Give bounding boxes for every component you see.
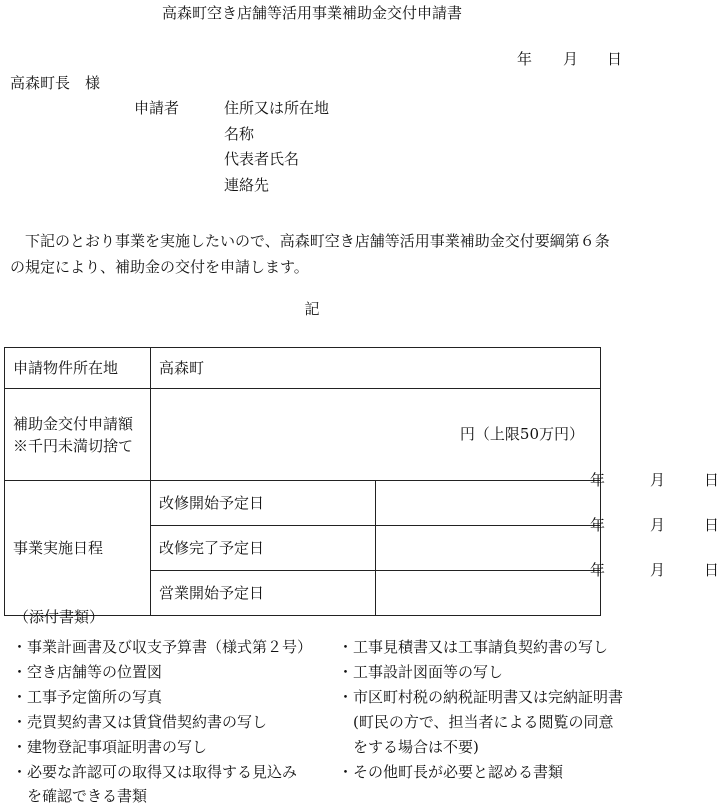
day-label: 日 [704,516,719,534]
application-table [4,347,719,616]
table-row [5,348,601,389]
location-value: 高森町 [151,348,601,389]
attachment-item: ・空き店舗等の位置図 [12,663,163,681]
location-label: 申請物件所在地 [5,348,151,389]
attachment-item: ・市区町村税の納税証明書又は完納証明書 [338,688,624,706]
amount-value: 円（上限50万円） [151,389,601,481]
attachments-title: （添付書類） [14,608,105,626]
year-label: 年 [590,516,606,534]
day-label: 日 [704,561,719,579]
schedule-date-field [376,516,719,571]
intro-paragraph: 下記のとおり事業を実施したいので、高森町空き店舗等活用事業補助金交付要綱第６条の規定により、補助金の交付を申請します。 [10,232,610,276]
day-label: 日 [704,471,719,489]
attachment-item-continued: を確認できる書類 [12,787,148,805]
attachment-item: ・事業計画書及び収支予算書（様式第２号） [12,638,313,656]
schedule-item-label: 改修開始予定日 [151,481,376,526]
month-label: 月 [650,471,666,489]
date-day-label: 日 [607,50,623,68]
attachment-item-continued: (町民の方で、担当者による閲覧の同意 [338,713,614,731]
schedule-date-field [376,471,719,526]
attachment-item: ・売買契約書又は賃貸借契約書の写し [12,713,268,731]
applicant-contact-field: 連絡先 [224,176,270,194]
attachment-item: ・必要な許認可の取得又は取得する見込み [12,763,298,781]
attachment-item: ・その他町長が必要と認める書類 [338,763,564,781]
amount-label-line1: 補助金交付申請額 [13,414,134,433]
table-row [5,389,601,481]
attachment-item-continued: をする場合は不要) [338,738,479,756]
year-label: 年 [590,561,606,579]
year-label: 年 [590,471,606,489]
amount-label-line2: ※千円未満切捨て [13,436,134,455]
date-month-label: 月 [563,50,579,68]
schedule-item-label: 営業開始予定日 [151,571,376,616]
ki-heading: 記 [304,300,320,318]
schedule-label: 事業実施日程 [5,481,151,616]
applicant-name-field: 名称 [224,125,255,143]
recipient: 高森町長 様 [10,74,101,92]
amount-label [5,389,151,481]
month-label: 月 [650,561,666,579]
attachment-item: ・工事見積書又は工事請負契約書の写し [338,638,609,656]
date-year-label: 年 [517,50,533,68]
attachment-item: ・工事設計図面等の写し [338,663,504,681]
schedule-item-label: 改修完了予定日 [151,526,376,571]
month-label: 月 [650,516,666,534]
attachment-item: ・工事予定箇所の写真 [12,688,163,706]
schedule-date-field [376,561,719,616]
applicant-representative-field: 代表者氏名 [224,150,300,168]
applicant-label: 申請者 [134,99,180,117]
attachment-item: ・建物登記事項証明書の写し [12,738,208,756]
page-title: 高森町空き店舗等活用事業補助金交付申請書 [161,4,462,22]
applicant-address-field: 住所又は所在地 [224,99,330,117]
table-row [5,481,601,526]
